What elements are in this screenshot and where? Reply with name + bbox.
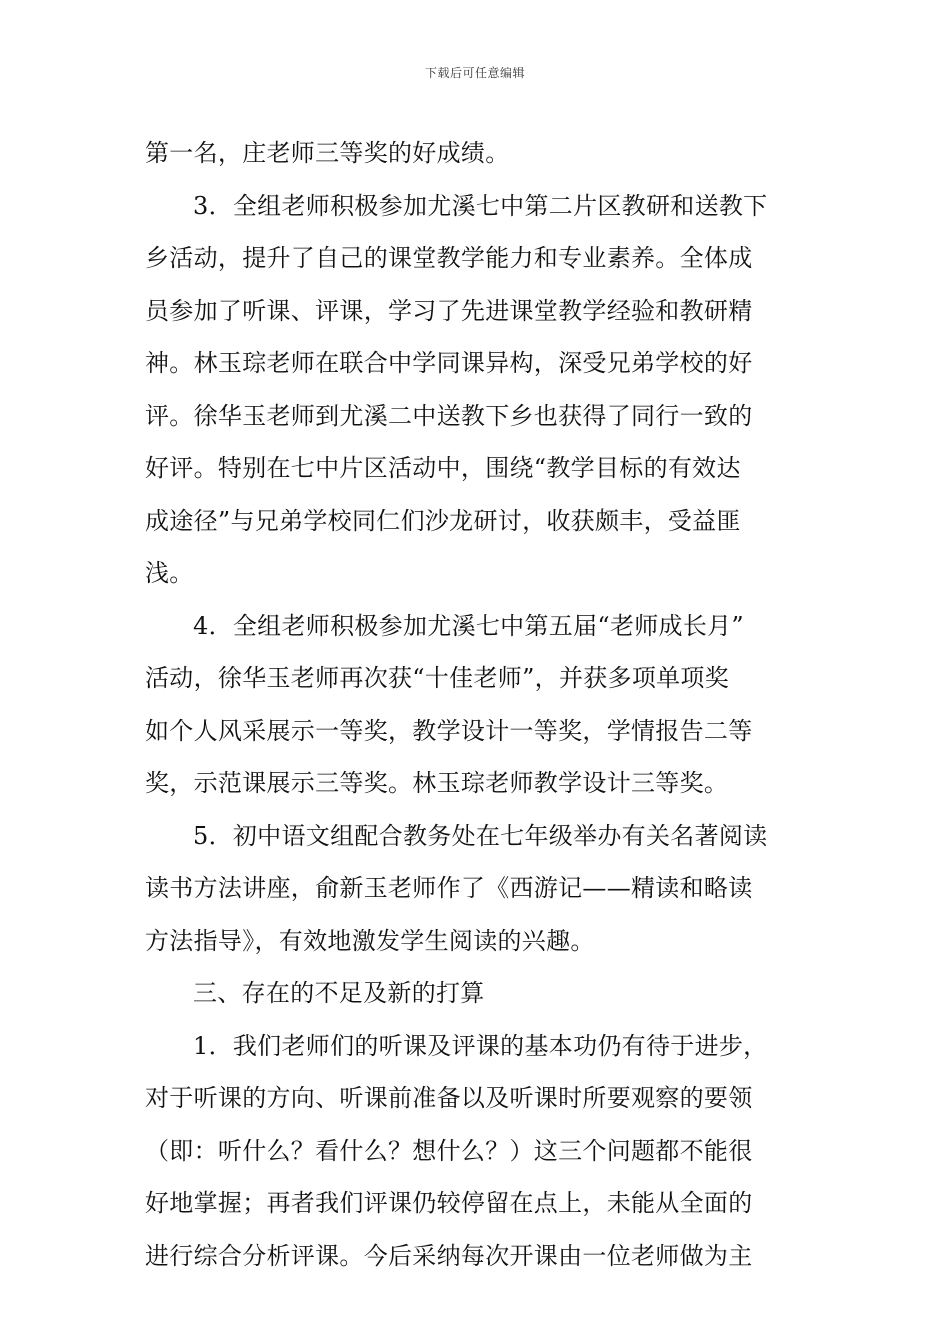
text-line: 成途径”与兄弟学校同仁们沙龙研讨，收获颇丰，受益匪	[145, 506, 741, 535]
text-line: 读书方法讲座，俞新玉老师作了《西游记——精读和略读	[145, 874, 753, 902]
text-line: 如个人风采展示一等奖，教学设计一等奖，学情报告二等	[145, 716, 753, 745]
text-line: 乡活动，提升了自己的课堂教学能力和专业素养。全体成	[145, 244, 753, 272]
text-line: 第一名，庄老师三等奖的好成绩。	[145, 139, 510, 167]
document-body	[145, 127, 810, 1282]
text-line: 好评。特别在七中片区活动中，围绕“教学目标的有效达	[145, 454, 741, 482]
text-line: 对于听课的方向、听课前准备以及听课时所要观察的要领	[145, 1084, 753, 1112]
paragraph-1-start: 1．我们老师们的听课及评课的基本功仍有待于进步，	[193, 1031, 768, 1060]
paragraph-5-start: 5．初中语文组配合教务处在七年级举办有关名著阅读	[193, 821, 768, 850]
text-line: 员参加了听课、评课，学习了先进课堂教学经验和教研精	[145, 296, 753, 325]
paragraph-3-start: 3．全组老师积极参加尤溪七中第二片区教研和送教下	[193, 191, 768, 220]
section-heading: 三、存在的不足及新的打算	[193, 979, 485, 1007]
text-line: 方法指导》，有效地激发学生阅读的兴趣。	[145, 926, 595, 955]
text-line: 评。徐华玉老师到尤溪二中送教下乡也获得了同行一致的	[145, 401, 753, 430]
text-line: 好地掌握；再者我们评课仍较停留在点上，未能从全面的	[145, 1189, 753, 1217]
paragraph-4-start: 4．全组老师积极参加尤溪七中第五届“老师成长月”	[193, 611, 745, 640]
text-line: （即：听什么？看什么？想什么？）这三个问题都不能很	[145, 1136, 753, 1165]
text-line: 奖，示范课展示三等奖。林玉琮老师教学设计三等奖。	[145, 769, 729, 797]
text-line: 神。林玉琮老师在联合中学同课异构，深受兄弟学校的好	[145, 349, 753, 377]
text-line: 浅。	[145, 559, 194, 587]
text-line: 活动，徐华玉老师再次获“十佳老师”，并获多项单项奖	[145, 664, 730, 692]
page-header-note: 下载后可任意编辑	[424, 66, 525, 80]
text-line: 进行综合分析评课。今后采纳每次开课由一位老师做为主	[145, 1241, 753, 1270]
